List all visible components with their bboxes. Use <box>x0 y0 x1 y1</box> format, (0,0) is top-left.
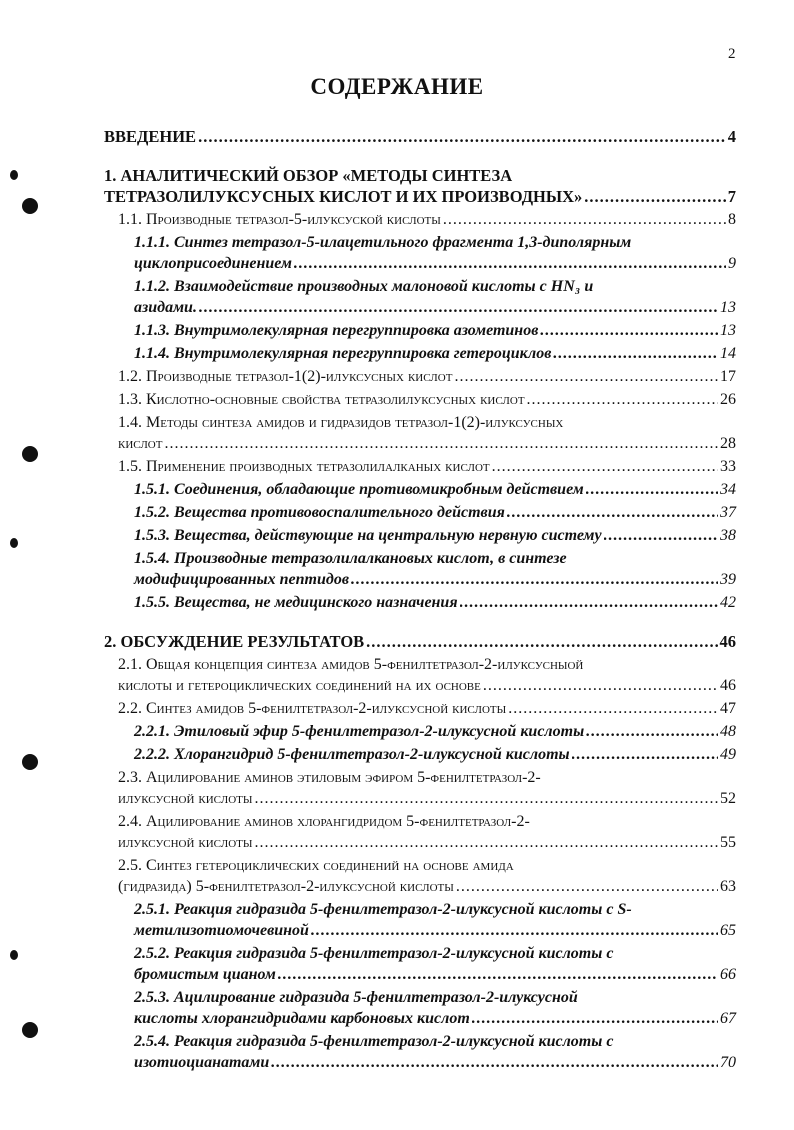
page-title: СОДЕРЖАНИЕ <box>310 74 484 99</box>
toc-leader-dots <box>351 569 718 590</box>
toc-leader-dots <box>540 320 718 341</box>
toc-entry-title: кислот <box>118 435 163 452</box>
toc-leader-dots <box>472 1008 718 1029</box>
toc-entry-title: 1.1.4. Внутримолекулярная перегруппировка гетероциклов <box>134 345 552 362</box>
toc-page-number: 46 <box>719 632 736 651</box>
toc-entry-title: изотиоцианатами <box>134 1054 270 1071</box>
toc-entry[interactable] <box>118 654 736 696</box>
toc-leader-dots <box>553 343 718 364</box>
toc-entry[interactable] <box>134 343 736 364</box>
toc-page-number: 13 <box>720 299 736 316</box>
scan-hole-mark <box>22 1022 38 1038</box>
toc-entry-title: 1.3. Кислотно-основные свойства тетразолилуксусных кислот <box>118 391 525 408</box>
toc-entry-line: 1.4. Методы синтеза амидов и гидразидов тетразол-1(2)-илуксусных <box>118 414 564 431</box>
toc-leader-dots <box>164 433 718 454</box>
scan-hole-mark <box>10 170 18 180</box>
toc-entry[interactable] <box>134 592 736 613</box>
toc-leader-dots <box>483 675 718 696</box>
toc-leader-dots <box>456 876 718 897</box>
toc-entry[interactable] <box>104 165 736 207</box>
toc-entry-line: 1.5.4. Производные тетразолилалкановых кислот, в синтезе <box>134 550 567 567</box>
toc-page-number: 17 <box>720 368 736 385</box>
toc-entry-line: 1.1.1. Синтез тетразол-5-илацетильного фрагмента 1,3-диполярным <box>134 234 632 251</box>
toc-entry-title: 1.5.5. Вещества, не медицинского назначения <box>134 594 458 611</box>
toc-entry-title: 1.1.3. Внутримолекулярная перегруппировка азометинов <box>134 322 539 339</box>
toc-entry-line: 2.5.2. Реакция гидразида 5-фенилтетразол-2-илуксусной кислоты с <box>134 945 614 962</box>
toc-entry-title: 1.1. Производные тетразол-5-илуксуской кислоты <box>118 211 441 228</box>
toc-leader-dots <box>271 1052 718 1073</box>
toc-page-number: 38 <box>720 527 736 544</box>
toc-leader-dots <box>454 366 718 387</box>
toc-entry-line: 1.1.2. Взаимодействие производных малоновой кислоты с HN₃ и <box>134 278 594 295</box>
toc-entry-title: бромистым цианом <box>134 966 276 983</box>
toc-entry-line: 2.5. Синтез гетероциклических соединений на основе амида <box>118 857 514 874</box>
toc-leader-dots <box>604 525 718 546</box>
toc-page-number: 65 <box>720 922 736 939</box>
toc-entry-title: азидами. <box>134 299 197 316</box>
toc-entry[interactable] <box>134 525 736 546</box>
toc-page-number: 33 <box>720 458 736 475</box>
toc-entry[interactable] <box>134 987 736 1029</box>
toc-page-number: 28 <box>720 435 736 452</box>
toc-entry-line: 2.1. Общая концепция синтеза амидов 5-фенилтетразол-2-илуксусныой <box>118 656 584 673</box>
toc-entry[interactable] <box>104 126 736 147</box>
toc-page-number: 34 <box>720 481 736 498</box>
toc-page-number: 48 <box>720 723 736 740</box>
toc-entry[interactable] <box>104 631 736 652</box>
toc-entry-title: ТЕТРАЗОЛИЛУКСУСНЫХ КИСЛОТ И ИХ ПРОИЗВОДНЫХ» <box>104 187 583 206</box>
toc-page-number: 46 <box>720 677 736 694</box>
toc-entry[interactable] <box>134 479 736 500</box>
toc-page-number: 37 <box>720 504 736 521</box>
scan-hole-mark <box>22 446 38 462</box>
toc-entry[interactable] <box>134 320 736 341</box>
toc-entry[interactable] <box>134 943 736 985</box>
toc-page-number: 63 <box>720 878 736 895</box>
toc-entry[interactable] <box>118 412 736 454</box>
toc-entry[interactable] <box>118 209 736 230</box>
toc-entry[interactable] <box>134 276 736 318</box>
toc-entry-title: (гидразида) 5-фенилтетразол-2-илуксусной кислоты <box>118 878 454 895</box>
toc-leader-dots <box>254 788 718 809</box>
toc-entry[interactable] <box>134 721 736 742</box>
toc-entry-title: метилизотиомочевиной <box>134 922 309 939</box>
toc-entry[interactable] <box>118 366 736 387</box>
toc-entry[interactable] <box>134 1031 736 1073</box>
toc-entry-title: модифицированных пептидов <box>134 571 349 588</box>
toc-entry-title: 1.5.3. Вещества, действующие на центральную нервную систему <box>134 527 602 544</box>
toc-page-number: 9 <box>728 255 736 272</box>
toc-leader-dots <box>311 920 718 941</box>
toc-entry-title: 1.5.1. Соединения, обладающие противомикробным действием <box>134 481 584 498</box>
toc-entry-line: 2.5.4. Реакция гидразида 5-фенилтетразол-2-илуксусной кислоты с <box>134 1033 614 1050</box>
toc-entry-title: 1.5. Применение производных тетразолилалканых кислот <box>118 458 490 475</box>
toc-entry[interactable] <box>134 548 736 590</box>
toc-leader-dots <box>527 389 718 410</box>
toc-entry[interactable] <box>118 811 736 853</box>
toc-entry-title: 1.2. Производные тетразол-1(2)-илуксусных кислот <box>118 368 453 385</box>
toc-leader-dots <box>199 297 718 318</box>
toc-entry[interactable] <box>118 855 736 897</box>
toc-entry[interactable] <box>134 232 736 274</box>
toc-entry[interactable] <box>134 744 736 765</box>
toc-entry-title: кислоты хлорангидридами карбоновых кислот <box>134 1010 470 1027</box>
toc-entry-title: илуксусной кислоты <box>118 834 253 851</box>
toc-leader-dots <box>443 209 726 230</box>
toc-entry-title: ВВЕДЕНИЕ <box>104 127 197 146</box>
toc-entry-title: 1.5.2. Вещества противовоспалительного действия <box>134 504 505 521</box>
toc-entry[interactable] <box>118 767 736 809</box>
toc-entry-title: циклоприсоединением <box>134 255 292 272</box>
toc-page-number: 47 <box>720 700 736 717</box>
toc-page-number: 7 <box>727 187 736 206</box>
toc-page-number: 42 <box>720 594 736 611</box>
toc-entry-line: 2.3. Ацилирование аминов этиловым эфиром 5-фенилтетразол-2- <box>118 769 541 786</box>
toc-entry-line: 2.5.3. Ацилирование гидразида 5-фенилтетразол-2-илуксусной <box>134 989 578 1006</box>
toc-leader-dots <box>586 721 718 742</box>
toc-entry-line: 1. АНАЛИТИЧЕСКИЙ ОБЗОР «МЕТОДЫ СИНТЕЗА <box>104 166 513 185</box>
toc-leader-dots <box>460 592 718 613</box>
toc-page-number: 66 <box>720 966 736 983</box>
page-number: 2 <box>728 46 736 62</box>
scan-hole-mark <box>10 538 18 548</box>
toc-entry[interactable] <box>118 389 736 410</box>
toc-entry-title: 2.2.1. Этиловый эфир 5-фенилтетразол-2-илуксусной кислоты <box>134 723 585 740</box>
toc-leader-dots <box>508 698 718 719</box>
toc-entry-title: кислоты и гетероциклических соединений на их основе <box>118 677 481 694</box>
toc-page-number: 70 <box>720 1054 736 1071</box>
toc-entry[interactable] <box>134 502 736 523</box>
scan-hole-mark <box>22 754 38 770</box>
toc-entry[interactable] <box>134 899 736 941</box>
toc-entry-title: 2.2.2. Хлорангидрид 5-фенилтетразол-2-илуксусной кислоты <box>134 746 570 763</box>
toc-leader-dots <box>366 631 717 652</box>
toc-page-number: 4 <box>727 127 736 146</box>
toc-page-number: 52 <box>720 790 736 807</box>
toc-leader-dots <box>294 253 726 274</box>
toc-page-number: 67 <box>720 1010 736 1027</box>
toc-page-number: 39 <box>720 571 736 588</box>
toc-leader-dots <box>507 502 718 523</box>
toc-leader-dots <box>254 832 718 853</box>
toc-page-number: 26 <box>720 391 736 408</box>
toc-leader-dots <box>586 479 718 500</box>
toc-entry-title: 2. ОБСУЖДЕНИЕ РЕЗУЛЬТАТОВ <box>104 632 365 651</box>
toc-page-number: 49 <box>720 746 736 763</box>
toc-entry-title: 2.2. Синтез амидов 5-фенилтетразол-2-илуксусной кислоты <box>118 700 507 717</box>
toc-leader-dots <box>278 964 718 985</box>
toc-entry-line: 2.5.1. Реакция гидразида 5-фенилтетразол-2-илуксусной кислоты с S- <box>134 901 632 918</box>
toc-page-number: 13 <box>720 322 736 339</box>
scan-hole-mark <box>10 950 18 960</box>
toc-page-number: 55 <box>720 834 736 851</box>
toc-entry-line: 2.4. Ацилирование аминов хлорангидридом 5-фенилтетразол-2- <box>118 813 530 830</box>
toc-leader-dots <box>198 126 726 147</box>
toc-page-number: 14 <box>720 345 736 362</box>
toc-leader-dots <box>584 186 725 207</box>
toc-entry[interactable] <box>118 456 736 477</box>
toc-page-number: 8 <box>728 211 736 228</box>
scan-hole-mark <box>22 198 38 214</box>
toc-leader-dots <box>572 744 718 765</box>
toc-entry[interactable] <box>118 698 736 719</box>
toc-entry-title: илуксусной кислоты <box>118 790 253 807</box>
toc-leader-dots <box>492 456 718 477</box>
